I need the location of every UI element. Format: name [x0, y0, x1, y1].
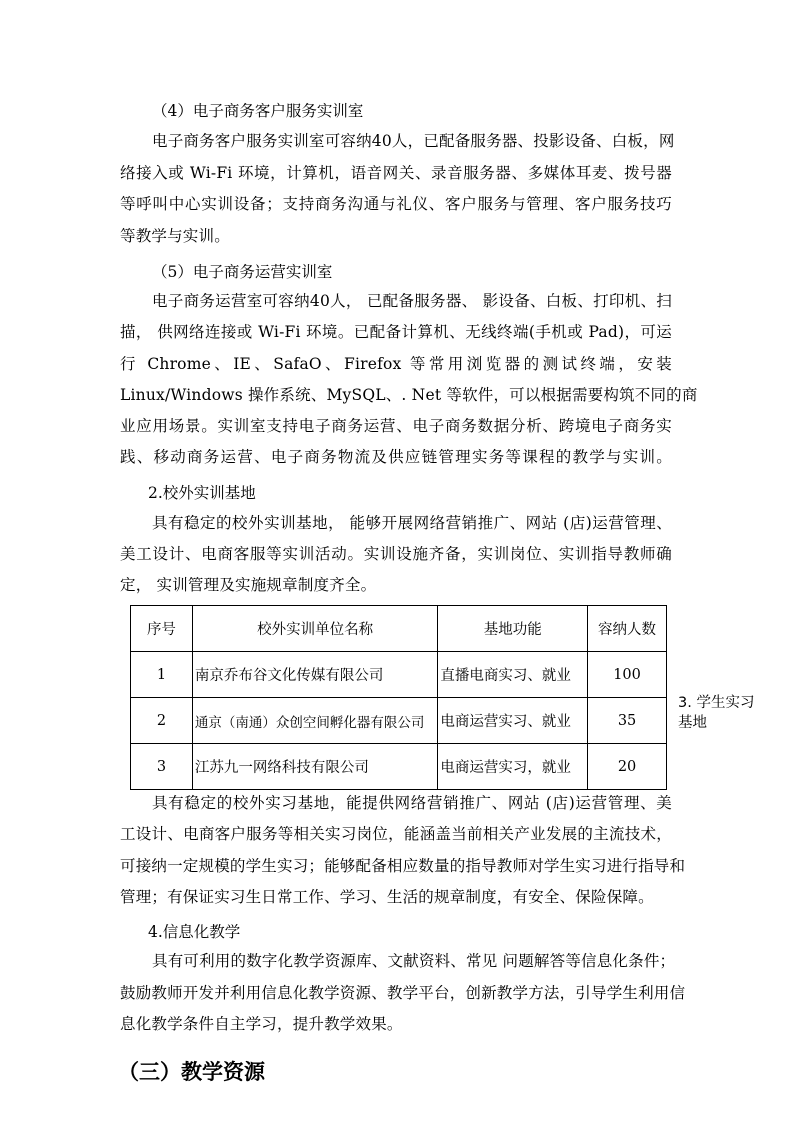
- paragraph-line: 管理；有保证实习生日常工作、学习、生活的规章制度，有安全、保险保障。: [120, 888, 654, 906]
- paragraph-line: 工设计、电商客户服务等相关实习岗位，能涵盖当前相关产业发展的主流技术，: [120, 825, 672, 843]
- paragraph-line: 具有稳定的校外实训基地， 能够开展网络营销推广、网站 (店)运营管理、: [152, 514, 672, 532]
- section-title-teaching-resources: （三）教学资源: [118, 1060, 265, 1084]
- heading-customer-service-lab: （4）电子商务客户服务实训室: [152, 102, 364, 120]
- side-heading-line: 3. 学生实习: [678, 695, 755, 711]
- header-cell: 序号: [131, 606, 193, 652]
- paragraph-line: 息化教学条件自主学习，提升教学效果。: [120, 1015, 403, 1033]
- table-row: [131, 698, 667, 744]
- heading-information-teaching: 4.信息化教学: [148, 923, 241, 941]
- paragraph-line: 可接纳一定规模的学生实习；能够配备相应数量的指导教师对学生实习进行指导和: [120, 857, 686, 875]
- header-cell: 容纳人数: [588, 606, 667, 652]
- paragraph-line: 行 Chrome、IE、SafaO、Firefox 等常用浏览器的测试终端，安装: [120, 355, 672, 373]
- table-row: [131, 744, 667, 790]
- paragraph-line: 描， 供网络连接或 Wi-Fi 环境。已配备计算机、无线终端(手机或 Pad)，可运: [120, 323, 672, 341]
- paragraph-line: 电子商务运营室可容纳40人， 已配备服务器、 影设备、白板、打印机、扫: [152, 292, 672, 310]
- side-heading-line: 基地: [678, 715, 707, 731]
- row-number: 3: [131, 744, 193, 790]
- paragraph-line: Linux/Windows 操作系统、MySQL、. Net 等软件，可以根据需要构筑不同的商: [120, 386, 698, 404]
- paragraph-line: 等呼叫中心实训设备；支持商务沟通与礼仪、客户服务与管理、客户服务技巧: [120, 195, 672, 213]
- side-heading-student-internship: [678, 693, 754, 733]
- row-number: 2: [131, 698, 193, 744]
- table-row: [131, 652, 667, 698]
- paragraph-line: 定， 实训管理及实施规章制度齐全。: [120, 576, 377, 594]
- paragraph-line: 电子商务客户服务实训室可容纳40人，已配备服务器、投影设备、白板，网: [152, 132, 675, 150]
- paragraph-line: 美工设计、电商客服等实训活动。实训设施齐备，实训岗位、实训指导教师确: [120, 545, 672, 563]
- capacity: 35: [588, 698, 667, 744]
- paragraph-line: 具有可利用的数字化教学资源库、文献资料、常见 问题解答等信息化条件；: [152, 952, 676, 970]
- paragraph-line: 业应用场景。实训室支持电子商务运营、电子商务数据分析、跨境电子商务实: [120, 417, 672, 435]
- paragraph-line: 具有稳定的校外实习基地，能提供网络营销推广、网站 (店)运营管理、美: [152, 794, 672, 812]
- unit-name: 通京（南通）众创空间孵化器有限公司: [192, 698, 437, 744]
- capacity: 20: [588, 744, 667, 790]
- base-function: 电商运营实习，就业: [438, 744, 588, 790]
- heading-operations-lab: （5）电子商务运营实训室: [152, 263, 333, 281]
- base-function: 直播电商实习、就业: [438, 652, 588, 698]
- capacity: 100: [588, 652, 667, 698]
- unit-name: 南京乔布谷文化传媒有限公司: [192, 652, 437, 698]
- unit-name: 江苏九一网络科技有限公司: [192, 744, 437, 790]
- row-number: 1: [131, 652, 193, 698]
- paragraph-line: 络接入或 Wi-Fi 环境，计算机，语音网关、录音服务器、多媒体耳麦、拨号器: [120, 164, 672, 182]
- paragraph-line: 践、移动商务运营、电子商务物流及供应链管理实务等课程的教学与实训。: [120, 448, 672, 466]
- paragraph-line: 等教学与实训。: [120, 227, 230, 245]
- table-header-row: [131, 606, 667, 652]
- heading-offcampus-training: 2.校外实训基地: [148, 484, 256, 502]
- training-base-table: [130, 605, 667, 790]
- header-cell: 基地功能: [438, 606, 588, 652]
- paragraph-line: 鼓励教师开发并利用信息化教学资源、教学平台，创新教学方法，引导学生利用信: [120, 984, 686, 1002]
- base-function: 电商运营实习、就业: [438, 698, 588, 744]
- header-cell: 校外实训单位名称: [192, 606, 437, 652]
